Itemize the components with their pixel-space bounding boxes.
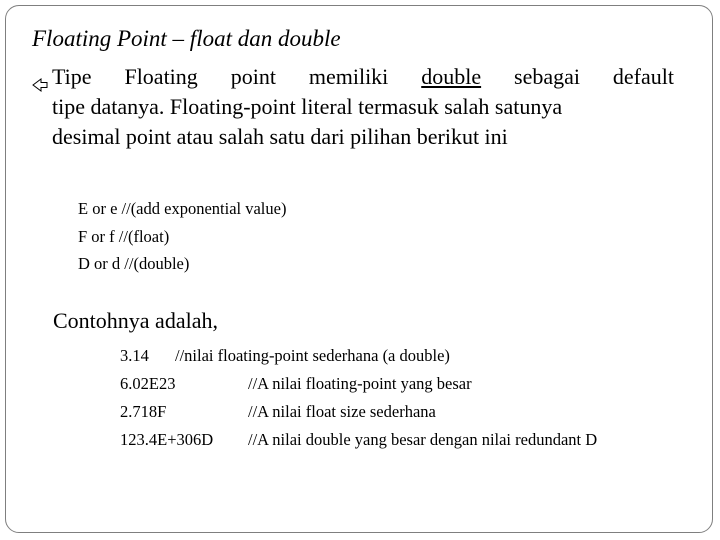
- suffix-list: [78, 195, 286, 278]
- example-code: 123.4E+306D: [120, 430, 214, 449]
- bullet-paragraph: [52, 62, 674, 152]
- bullet-line-3: desimal point atau salah satu dari pilihan berikut ini: [52, 124, 508, 149]
- bullet-text: sebagai default: [481, 64, 674, 89]
- underlined-keyword: double: [421, 64, 482, 89]
- suffix-item: D or d //(double): [78, 254, 190, 273]
- slide-title: Floating Point – float dan double: [32, 26, 341, 51]
- example-comment: //nilai floating-point sederhana (a double): [175, 346, 450, 365]
- bullet-line-2: tipe datanya. Floating-point literal termasuk salah satunya: [52, 94, 563, 119]
- example-comment: //A nilai float size sederhana: [248, 402, 436, 421]
- example-code: 3.14: [120, 346, 149, 365]
- bullet-text: Tipe Floating point memiliki: [52, 64, 422, 89]
- example-intro: Contohnya adalah,: [53, 308, 218, 333]
- suffix-item: F or f //(float): [78, 226, 170, 246]
- example-code: 6.02E23: [120, 374, 176, 393]
- bullet-line-1: [52, 62, 674, 92]
- example-comment: //A nilai double yang besar dengan nilai redundant D: [248, 430, 598, 449]
- example-comment: //A nilai floating-point yang besar: [248, 374, 472, 393]
- example-code: 2.718F: [120, 402, 167, 421]
- bullet-icon: [32, 70, 48, 84]
- suffix-item: E or e //(add exponential value): [78, 199, 287, 218]
